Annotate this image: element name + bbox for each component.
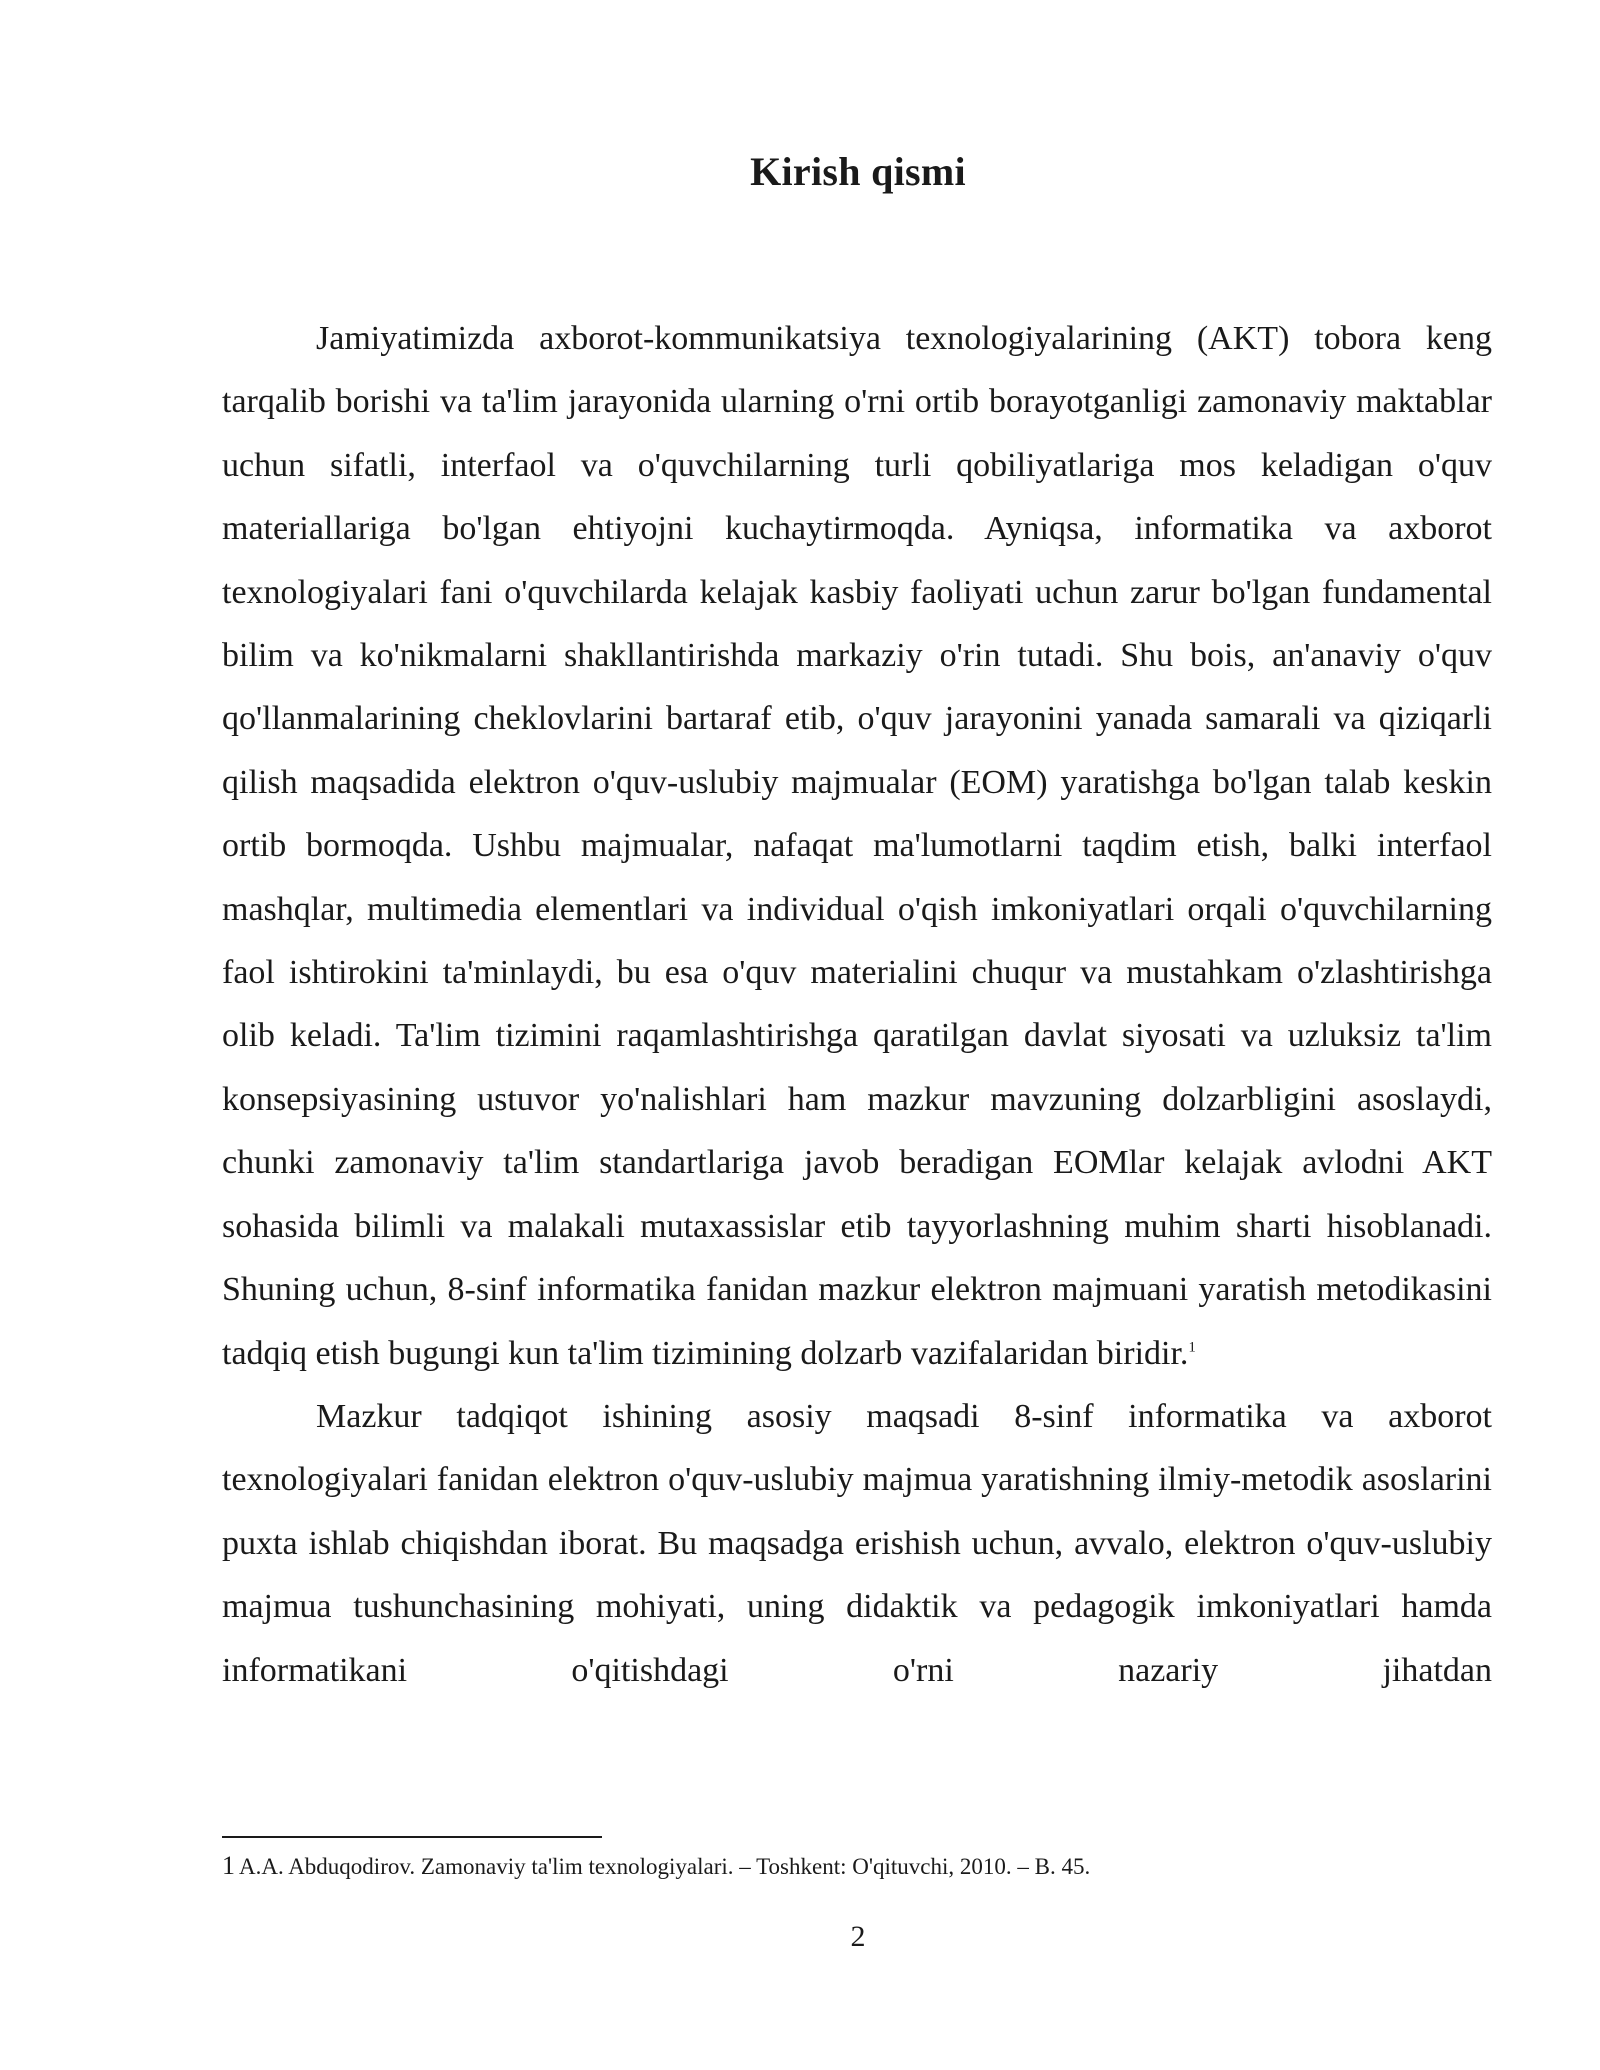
- footnote-text: A.A. Abduqodirov. Zamonaviy ta'lim texnologiyalari. – Toshkent: O'qituvchi, 2010. – B. 45.: [239, 1854, 1091, 1879]
- body-text: [222, 307, 1492, 1702]
- footnote-number: 1: [222, 1851, 235, 1880]
- footnote-separator: [222, 1836, 602, 1838]
- paragraph-1-text: Jamiyatimizda axborot-kommunikatsiya texnologiyalarining (AKT) tobora keng tarqalib borishi va ta'lim jarayonida ularning o'rni ortib borayotganligi zamonaviy maktablar uchun sifatli, interfaol va o'quvchilarning turli qobiliyatlariga mos keladigan o'quv materiallariga bo'lgan ehtiyojni kuchaytirmoqda. Ayniqsa, informatika va axborot texnologiyalari fani o'quvchilarda kelajak kasbiy faoliyati uchun zarur bo'lgan fundamental bilim va ko'nikmalarni shakllantirishda markaziy o'rin tutadi. Shu bois, an'anaviy o'quv qo'llanmalarining cheklovlarini bartaraf etib, o'quv jarayonini yanada samarali va qiziqarli qilish maqsadida elektron o'quv-uslubiy majmualar (EOM) yaratishga bo'lgan talab keskin ortib bormoqda. Ushbu majmualar, nafaqat ma'lumotlarni taqdim etish, balki interfaol mashqlar, multimedia elementlari va individual o'qish imkoniyatlari orqali o'quvchilarning faol ishtirokini ta'minlaydi, bu esa o'quv materialini chuqur va mustahkam o'zlashtirishga olib keladi. Ta'lim tizimini raqamlashtirishga qaratilgan davlat siyosati va uzluksiz ta'lim konsepsiyasining ustuvor yo'nalishlari ham mazkur mavzuning dolzarbligini asoslaydi, chunki zamonaviy ta'lim standartlariga javob beradigan EOMlar kelajak avlodni AKT sohasida bilimli va malakali mutaxassislar etib tayyorlashning muhim sharti hisoblanadi. Shuning uchun, 8-sinf informatika fanidan mazkur elektron majmuani yaratish metodikasini tadqiq etish bugungi kun ta'lim tizimining dolzarb vazifalaridan biridir.: [222, 320, 1492, 1372]
- footnote-reference[interactable]: 1: [1188, 1339, 1196, 1356]
- paragraph-2-text: Mazkur tadqiqot ishining asosiy maqsadi 8-sinf informatika va axborot texnologiyalari fanidan elektron o'quv-uslubiy majmua yaratishning ilmiy-metodik asoslarini puxta ishlab chiqishdan iborat. Bu maqsadga erishish uchun, avvalo, elektron o'quv-uslubiy majmua tushunchasining mohiyati, uning didaktik va pedagogik imkoniyatlari hamda informatikani o'qitishdagi o'rni nazariy jihatdan: [222, 1397, 1492, 1689]
- page-number: 2: [850, 1920, 866, 1953]
- paragraph-1: [222, 307, 1492, 1385]
- footnote: [222, 1851, 1492, 1882]
- page-title: Kirish qismi: [750, 149, 966, 194]
- paragraph-2: [222, 1385, 1492, 1702]
